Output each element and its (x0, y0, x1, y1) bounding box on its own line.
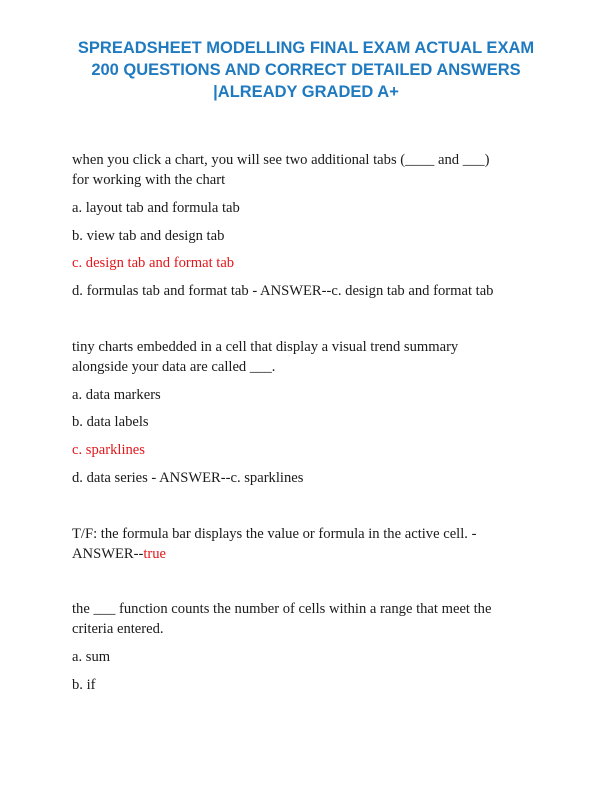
document-title (40, 37, 572, 103)
question-4-line-1: the ___ function counts the number of cells within a range that meet the (72, 601, 492, 617)
title-line-3: |ALREADY GRADED A+ (213, 83, 399, 101)
question-3-line-2 (72, 544, 166, 564)
question-1-line-1: when you click a chart, you will see two additional tabs (____ and ___) (72, 152, 490, 168)
question-4-option-a: a. sum (72, 649, 111, 665)
question-2-option-c-correct: c. sparklines (72, 442, 145, 458)
answer-prefix: ANSWER-- (72, 546, 144, 562)
title-line-2: 200 QUESTIONS AND CORRECT DETAILED ANSWERS (91, 61, 521, 79)
question-1-option-a: a. layout tab and formula tab (72, 200, 240, 216)
question-1-option-d-answer: d. formulas tab and format tab - ANSWER--c. design tab and format tab (72, 283, 494, 299)
question-2-option-d-answer: d. data series - ANSWER--c. sparklines (72, 470, 304, 486)
question-1-option-c-correct: c. design tab and format tab (72, 255, 235, 271)
question-1-line-2: for working with the chart (72, 172, 226, 188)
question-4-line-2: criteria entered. (72, 621, 164, 637)
question-2-line-2: alongside your data are called ___. (72, 359, 276, 375)
question-2-option-a: a. data markers (72, 387, 161, 403)
question-4-option-b: b. if (72, 677, 96, 693)
question-2-option-b: b. data labels (72, 414, 149, 430)
question-3-line-1: T/F: the formula bar displays the value or formula in the active cell. - (72, 526, 477, 542)
question-2-line-1: tiny charts embedded in a cell that display a visual trend summary (72, 339, 459, 355)
title-line-1: SPREADSHEET MODELLING FINAL EXAM ACTUAL EXAM (77, 39, 535, 57)
answer-true: true (143, 546, 167, 562)
question-1-option-b: b. view tab and design tab (72, 228, 225, 244)
